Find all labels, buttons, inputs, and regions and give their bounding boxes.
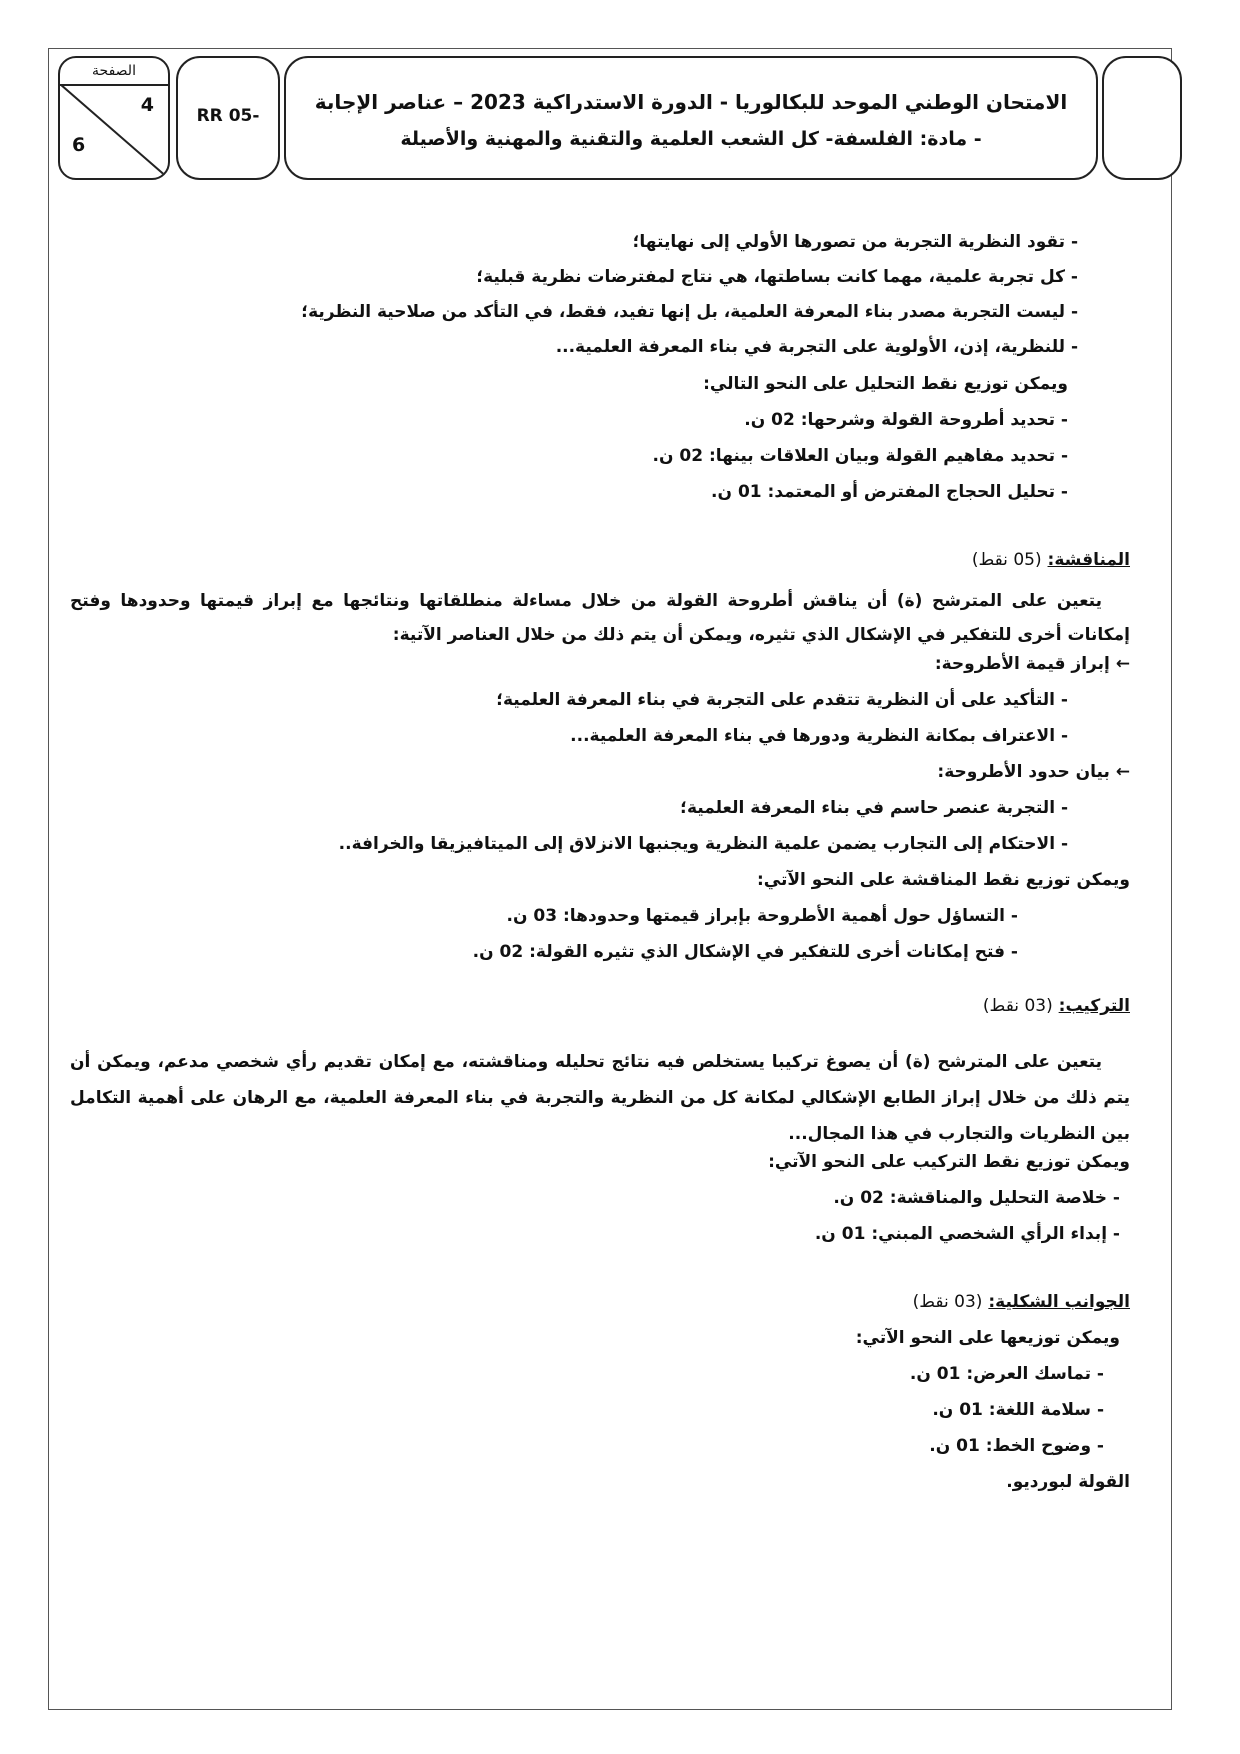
analysis-bullet: - تقود النظرية التجربة من تصورها الأولي إلى نهايتها؛ (632, 232, 1078, 252)
analysis-distribution-item: - تحديد أطروحة القولة وشرحها: 02 ن. (744, 410, 1068, 430)
discussion-distribution-item: - التساؤل حول أهمية الأطروحة بإبراز قيمتها وحدودها: 03 ن. (506, 906, 1018, 926)
quote-attribution: القولة لبورديو. (1006, 1472, 1130, 1492)
analysis-distribution-intro: ويمكن توزيع نقط التحليل على النحو التالي: (703, 374, 1068, 394)
analysis-distribution-item: - تحديد مفاهيم القولة وبيان العلاقات بينها: 02 ن. (652, 446, 1068, 466)
discussion-points: (05 نقط) (971, 550, 1042, 570)
synthesis-heading: التركيب: (1058, 996, 1130, 1016)
title-box (284, 56, 1098, 180)
synthesis-points: (03 نقط) (982, 996, 1053, 1016)
formal-distribution-intro: ويمكن توزيعها على النحو الآتي: (855, 1328, 1120, 1348)
discussion-limits-item: - الاحتكام إلى التجارب يضمن علمية النظرية ويجنبها الانزلاق إلى الميتافيزيقا والخرافة.. (338, 834, 1068, 854)
formal-distribution-item: - سلامة اللغة: 01 ن. (932, 1400, 1104, 1420)
discussion-value-title: ← إبراز قيمة الأطروحة: (934, 654, 1130, 674)
synthesis-distribution-item: - إبداء الرأي الشخصي المبني: 01 ن. (814, 1224, 1120, 1244)
discussion-heading: المناقشة: (1047, 550, 1130, 570)
exam-subject: - مادة: الفلسفة- كل الشعب العلمية والتقنية والمهنية والأصيلة (400, 128, 982, 150)
discussion-distribution-item: - فتح إمكانات أخرى للتفكير في الإشكال الذي تثيره القولة: 02 ن. (472, 942, 1018, 962)
synthesis-heading-row (983, 996, 1130, 1016)
discussion-distribution-intro: ويمكن توزيع نقط المناقشة على النحو الآتي: (756, 870, 1130, 890)
formal-points: (03 نقط) (912, 1292, 983, 1312)
synthesis-paragraph: يتعين على المترشح (ة) أن يصوغ تركيبا يستخلص فيه نتائج تحليله ومناقشته، مع إمكان تقديم رأي شخصي مدعم، ويمكن أن يتم ذلك من خلال إبراز الطابع الإشكالي لمكانة كل من النظرية والتجربة في بناء المعرفة العلمية، مع الرهان على أهمية التكامل بين النظريات والتجارب في هذا المجال... (70, 1052, 1130, 1144)
synthesis-distribution-intro: ويمكن توزيع نقط التركيب على النحو الآتي: (768, 1152, 1130, 1172)
analysis-bullet: - للنظرية، إذن، الأولوية على التجربة في بناء المعرفة العلمية... (555, 337, 1078, 357)
page-label: الصفحة (60, 58, 168, 86)
discussion-limits-title: ← بيان حدود الأطروحة: (937, 762, 1130, 782)
discussion-heading-row (972, 550, 1130, 570)
formal-distribution-item: - وضوح الخط: 01 ن. (929, 1436, 1104, 1456)
discussion-limits-item: - التجربة عنصر حاسم في بناء المعرفة العلمية؛ (680, 798, 1068, 818)
page-total: 6 (72, 134, 86, 156)
discussion-value-item: - التأكيد على أن النظرية تتقدم على التجربة في بناء المعرفة العلمية؛ (496, 690, 1068, 710)
blank-header-box (1102, 56, 1182, 180)
page-number-box (58, 56, 170, 180)
formal-heading: الجوانب الشكلية: (988, 1292, 1130, 1312)
formal-heading-row (913, 1292, 1130, 1312)
synthesis-distribution-item: - خلاصة التحليل والمناقشة: 02 ن. (833, 1188, 1120, 1208)
analysis-bullet: - كل تجربة علمية، مهما كانت بساطتها، هي نتاج لمفترضات نظرية قبلية؛ (476, 267, 1078, 287)
analysis-distribution-item: - تحليل الحجاج المفترض أو المعتمد: 01 ن. (711, 482, 1068, 502)
discussion-value-item: - الاعتراف بمكانة النظرية ودورها في بناء المعرفة العلمية... (570, 726, 1068, 746)
page-current: 4 (140, 94, 154, 116)
exam-code: RR 05- (196, 106, 260, 126)
exam-code-box (176, 56, 280, 180)
formal-distribution-item: - تماسك العرض: 01 ن. (909, 1364, 1104, 1384)
discussion-intro: يتعين على المترشح (ة) أن يناقش أطروحة القولة من خلال مساءلة منطلقاتها ونتائجها مع إبراز قيمتها وحدودها وفتح إمكانات أخرى للتفكير في الإشكال الذي تثيره، ويمكن أن يتم ذلك من خلال العناصر الآتية: (70, 591, 1130, 645)
exam-title: الامتحان الوطني الموحد للبكالوريا - الدورة الاستدراكية 2023 – عناصر الإجابة (314, 90, 1068, 114)
analysis-bullet: - ليست التجربة مصدر بناء المعرفة العلمية، بل إنها تفيد، فقط، في التأكد من صلاحية النظرية؛ (301, 302, 1078, 322)
